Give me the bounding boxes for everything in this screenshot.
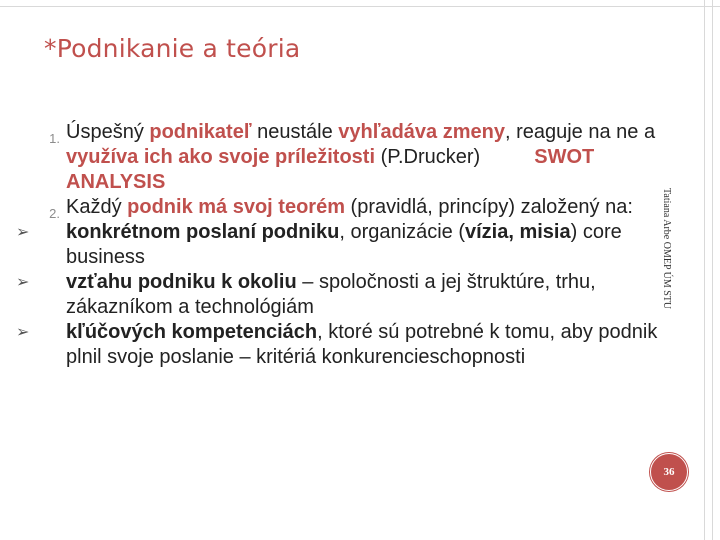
item2-text-1: Každý bbox=[66, 196, 128, 218]
sub3-bold-1: kľúčových kompetenciách bbox=[66, 321, 318, 343]
vertical-author-text: Tatiana Arbe OMEP ÚM STU bbox=[661, 188, 672, 310]
swot-analysis-label: SWOT ANALYSIS bbox=[66, 146, 595, 193]
page-number-badge: 36 bbox=[650, 453, 688, 491]
right-frame-line bbox=[704, 0, 705, 540]
sub-item-mission bbox=[16, 220, 666, 270]
top-frame-line bbox=[0, 6, 720, 7]
list-item-1 bbox=[16, 120, 666, 195]
sub-item-environment bbox=[16, 270, 666, 320]
item1-text-3: , reaguje na ne a bbox=[504, 121, 656, 143]
sub2-text-1: – spoločnosti a jej štruktúre, trhu, zákazníkom a technológiám bbox=[66, 271, 596, 318]
right-frame-line-outer bbox=[712, 0, 713, 540]
sub1-bold-1: konkrétnom poslaní podniku bbox=[66, 221, 340, 243]
item1-highlight-changes: vyhľadáva zmeny bbox=[338, 121, 505, 143]
list-number-1: 1. bbox=[49, 131, 60, 146]
list-number-2: 2. bbox=[49, 206, 60, 221]
sub1-text-1: , organizácie ( bbox=[339, 221, 465, 243]
item1-text-1: Úspešný bbox=[66, 121, 150, 143]
item1-highlight-opportunities: využíva ich ako svoje príležitosti bbox=[66, 146, 376, 168]
list-item-2 bbox=[16, 195, 666, 220]
item1-highlight-entrepreneur: podnikateľ bbox=[149, 121, 252, 143]
item1-text-2: neustále bbox=[251, 121, 339, 143]
arrow-bullet-icon: ➢ bbox=[16, 224, 30, 241]
arrow-bullet-icon: ➢ bbox=[16, 324, 30, 341]
sub1-bold-2: vízia, misia bbox=[464, 221, 571, 243]
item2-text-2: (pravidlá, princípy) založený na: bbox=[345, 196, 633, 218]
slide-body bbox=[16, 120, 666, 370]
sub3-text-1: , ktoré sú potrebné k tomu, aby podnik plnil svoje poslanie – kritériá konkurencieschopnosti bbox=[66, 321, 658, 368]
sub1-text-2: ) core business bbox=[66, 221, 622, 268]
item1-text-4: (P.Drucker) bbox=[375, 146, 481, 168]
item2-highlight-theorem: podnik má svoj teorém bbox=[127, 196, 345, 218]
sub-item-competencies bbox=[16, 320, 666, 370]
sub2-bold-1: vzťahu podniku k okoliu bbox=[66, 271, 297, 293]
arrow-bullet-icon: ➢ bbox=[16, 274, 30, 291]
slide-title: *Podnikanie a teória bbox=[44, 34, 301, 63]
